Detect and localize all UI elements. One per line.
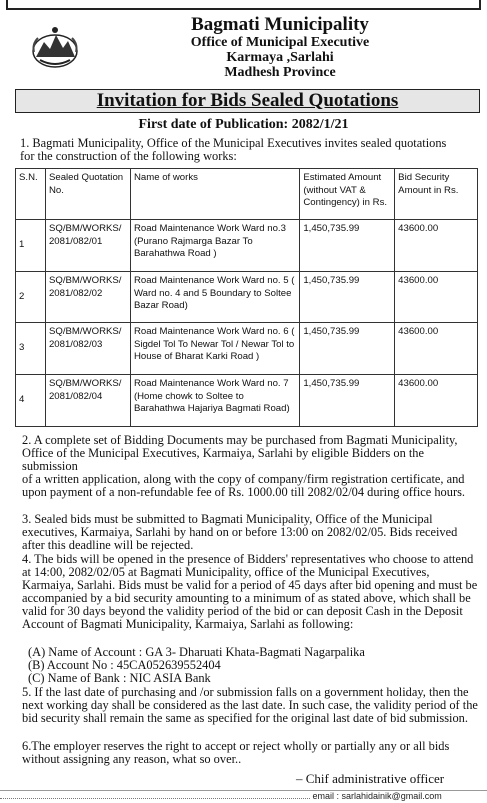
cell-amount: 1,450,735.99: [300, 272, 395, 323]
cell-security: 43600.00: [395, 323, 478, 375]
office-name: Office of Municipal Executive: [190, 35, 370, 50]
table-row: [16, 323, 478, 375]
cell-quotation-no: SQ/BM/WORKS/ 2081/082/04: [45, 375, 130, 427]
cell-sn: 1: [16, 220, 46, 272]
cell-work-name: Road Maintenance Work Ward no.3 (Purano Rajmarga Bazar To Barahathwa Road ): [130, 220, 299, 272]
table-row: [16, 220, 478, 272]
cell-work-name: Road Maintenance Work Ward no. 5 ( Ward no. 4 and 5 Boundary to Soltee Bazar Road): [130, 272, 299, 323]
top-border: [6, 0, 481, 10]
cell-quotation-no: SQ/BM/WORKS/ 2081/082/02: [45, 272, 130, 323]
works-table: [15, 168, 478, 427]
col-header-bid-security: Bid Security Amount in Rs.: [395, 169, 478, 220]
paragraph-2b: of a written application, along with the copy of company/firm registration certificate, and upon payment of a non-refundable fee of Rs. 1000.00 till 2082/02/04 during office hours.: [22, 472, 465, 499]
table-row: [16, 272, 478, 323]
cell-sn: 2: [16, 272, 46, 323]
col-header-work-name: Name of works: [130, 169, 299, 220]
cell-quotation-no: SQ/BM/WORKS/ 2081/082/01: [45, 220, 130, 272]
footer-email: email : sarlahidainik@gmail.com: [312, 791, 442, 801]
cell-security: 43600.00: [395, 220, 478, 272]
footer-rule: [0, 798, 310, 799]
col-header-quotation-no: Sealed Quotation No.: [45, 169, 130, 220]
cell-security: 43600.00: [395, 272, 478, 323]
cell-work-name: Road Maintenance Work Ward no. 6 ( Sigdel Tol To Newar Tol / Newar Tol to House of Bharat Karki Road ): [130, 323, 299, 375]
paragraph-5: 5. If the last date of purchasing and /or submission falls on a government holiday, then the next working day shall be considered as the last date. In such case, the validity period of the bid security shall remain the same as specified for the original last date of bid submission.: [22, 685, 478, 725]
account-number: (B) Account No : 45CA052639552404: [28, 658, 221, 672]
table-header-row: [16, 169, 478, 220]
bank-name: (C) Name of Bank : NIC ASIA Bank: [28, 671, 211, 685]
col-header-sn: S.N.: [16, 169, 46, 220]
cell-amount: 1,450,735.99: [300, 220, 395, 272]
paragraph-4: 4. The bids will be opened in the presence of Bidders' representatives who choose to attend at 14:00, 2082/02/05 at Bagmati Municipality, office of the Municipal Executives, Karmaiya, Sarlahi. Bids must be valid for a period of 45 days after bid opening and must be accompanied by a bid security amounting to a minimum of as stated above, which shall be valid for 30 days beyond the validity period of the bid or can deposit Cash in the Deposit Account of Bagmati Municipality, Karmaiya, Sarlahi as following:: [22, 552, 478, 631]
col-header-estimated-amount: Estimated Amount (without VAT & Contingency) in Rs.: [300, 169, 395, 220]
province-name: Madhesh Province: [224, 65, 336, 80]
cell-quotation-no: SQ/BM/WORKS/ 2081/082/03: [45, 323, 130, 375]
newspaper-footer: [0, 790, 487, 803]
table-row: [16, 375, 478, 427]
publication-date: First date of Publication: 2082/1/21: [138, 117, 349, 132]
municipality-emblem-icon: [30, 24, 80, 72]
cell-sn: 3: [16, 323, 46, 375]
signature: – Chif administrative officer: [296, 771, 445, 786]
cell-amount: 1,450,735.99: [300, 323, 395, 375]
cell-sn: 4: [16, 375, 46, 427]
office-location: Karmaya ,Sarlahi: [226, 50, 334, 65]
paragraph-3: 3. Sealed bids must be submitted to Bagmati Municipality, Office of the Municipal executives, Karmaiya, Sarlahi by hand on or before 13:00 on 2082/02/05. Bids received after this deadline will be rejected.: [22, 512, 458, 552]
account-name: (A) Name of Account : GA 3- Dharuati Khata-Bagmati Nagarpalika: [28, 645, 365, 659]
paragraph-2a: 2. A complete set of Bidding Documents may be purchased from Bagmati Municipality, Office of the Municipal Executives, Karmaiya, Sarlahi by eligible Bidders on the submission: [22, 433, 458, 473]
cell-amount: 1,450,735.99: [300, 375, 395, 427]
paragraph-1: 1. Bagmati Municipality, Office of the Municipal Executives invites sealed quotations for the construction of the following works:: [20, 136, 447, 163]
cell-security: 43600.00: [395, 375, 478, 427]
org-name: Bagmati Municipality: [191, 14, 369, 35]
cell-work-name: Road Maintenance Work Ward no. 7 (Home chowk to Soltee to Barahathwa Hajariya Bagmati Road): [130, 375, 299, 427]
paragraph-6: 6.The employer reserves the right to accept or reject wholly or partially any or all bids without assigning any reason, what so over..: [22, 739, 450, 766]
notice-title: Invitation for Bids Sealed Quotations: [15, 89, 480, 113]
